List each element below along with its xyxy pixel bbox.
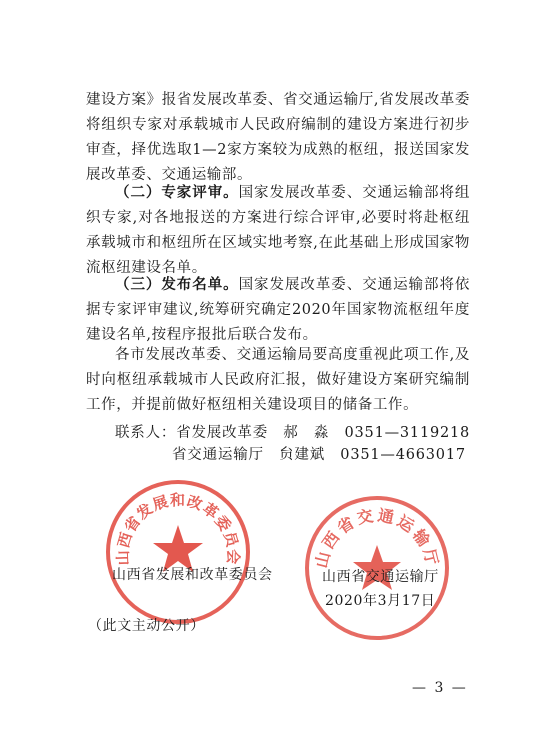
public-disclosure-text: （此文主动公开） xyxy=(88,618,205,634)
document-date xyxy=(325,590,435,610)
official-seal-left xyxy=(103,477,253,627)
contact-row-2 xyxy=(172,443,466,464)
paragraph-publish-list xyxy=(86,273,470,348)
paragraph-expert-review-text: 国家发展改革委、交通运输部将组织专家,对各地报送的方案进行综合评审,必要时将赴枢纽承载城市和枢纽所在区域实地考察,在此基础上形成国家物流枢纽建设名单。 xyxy=(86,185,470,276)
section-heading-expert-review: （二）专家评审。 xyxy=(115,185,239,201)
seal-right-lettering: 山西省交通运输厅 xyxy=(311,505,443,570)
contact-1-text: 省发展改革委 郝 淼 0351—3119218 xyxy=(176,425,471,441)
paragraph-expert-review xyxy=(86,181,470,281)
public-disclosure-note xyxy=(88,615,205,635)
signature-right-text: 山西省交通运输厅 xyxy=(322,569,439,585)
contact-row-1 xyxy=(115,421,470,442)
paragraph-1-text: 建设方案》报省发展改革委、省交通运输厅,省发展改革委将组织专家对承载城市人民政府编制的建设方案进行初步审查，择优选取1—2家方案较为成熟的枢纽，报送国家发展改革委、交通运输部。 xyxy=(86,92,470,183)
section-heading-publish-list: （三）发布名单。 xyxy=(115,277,239,293)
contact-label: 联系人： xyxy=(115,425,177,441)
page-number-text: — 3 — xyxy=(412,680,468,696)
paragraph-instructions xyxy=(86,343,470,418)
contact-2-text: 省交通运输厅 贠建斌 0351—4663017 xyxy=(172,447,466,463)
seal-left-graphic xyxy=(103,477,253,627)
paragraph-publish-list-text: 国家发展改革委、交通运输部将依据专家评审建议,统筹研究确定2020年国家物流枢纽年度建设名单,按程序报批后联合发布。 xyxy=(86,277,470,343)
signature-right xyxy=(322,566,439,586)
signature-left xyxy=(112,564,273,584)
paragraph-1 xyxy=(86,88,470,188)
seal-left-lettering: 山西省发展和改革委员会 xyxy=(113,491,243,566)
signature-left-text: 山西省发展和改革委员会 xyxy=(112,567,273,583)
page-number xyxy=(412,680,468,696)
paragraph-instructions-text: 各市发展改革委、交通运输局要高度重视此项工作,及时向枢纽承载城市人民政府汇报，做好建设方案研究编制工作，并提前做好枢纽相关建设项目的储备工作。 xyxy=(86,347,470,413)
document-date-text: 2020年3月17日 xyxy=(325,593,436,609)
